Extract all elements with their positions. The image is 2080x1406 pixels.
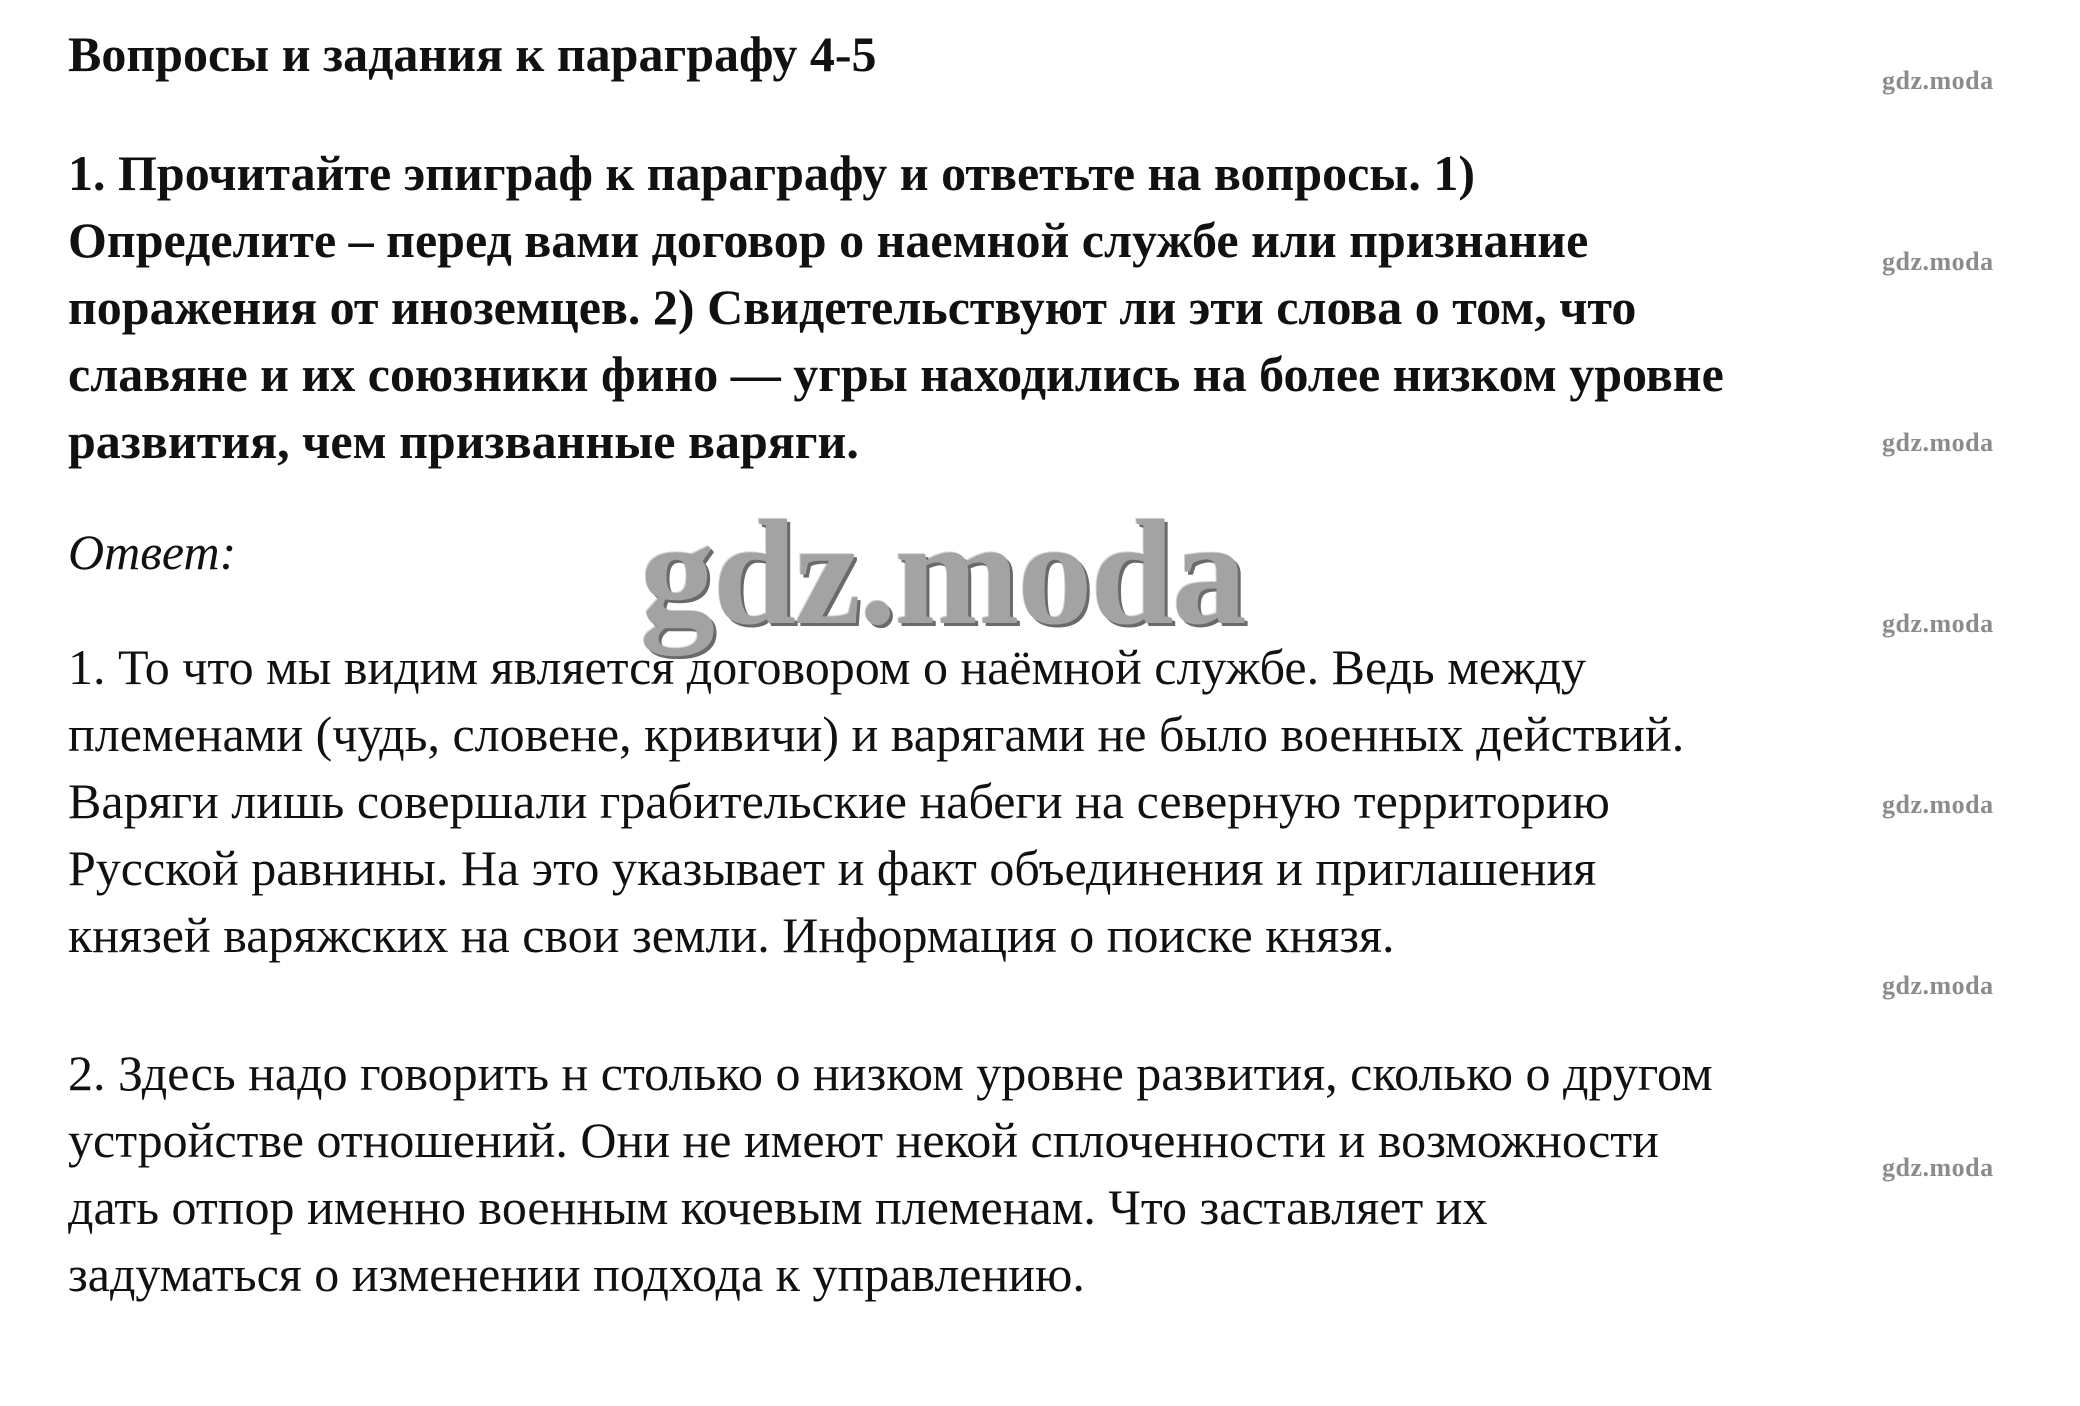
answer-line: устройстве отношений. Они не имеют некой сплоченности и возможности [68,1112,1659,1168]
answer-line: Русской равнины. На это указывает и факт объединения и приглашения [68,840,1597,896]
question-line: развития, чем призванные варяги. [68,413,859,469]
question-text [68,140,2028,475]
answer-line: Варяги лишь совершали грабительские набеги на северную территорию [68,773,1610,829]
question-line: Определите – перед вами договор о наемной службе или признание [68,212,1589,268]
answer-label: Ответ: [68,524,237,580]
question-line: славяне и их союзники фино — угры находились на более низком уровне [68,346,1724,402]
answer-line: племенами (чудь, словене, кривичи) и варягами не было военных действий. [68,706,1685,762]
watermark-small: gdz.moda [1882,971,1994,1000]
watermark-small: gdz.moda [1882,609,1994,638]
watermark-small: gdz.moda [1882,247,1994,276]
watermark-small: gdz.moda [1882,66,1994,95]
answer-paragraph-2 [68,1040,2028,1308]
watermark-small: gdz.moda [1882,428,1994,457]
answer-line: задуматься о изменении подхода к управлению. [68,1246,1085,1302]
watermark-small: gdz.moda [1882,1153,1994,1182]
page-heading: Вопросы и задания к параграфу 4-5 [68,26,877,82]
answer-line: 2. Здесь надо говорить н столько о низком уровне развития, сколько о другом [68,1045,1713,1101]
question-line: поражения от иноземцев. 2) Свидетельствуют ли эти слова о том, что [68,279,1637,335]
watermark-logo: gdz.moda [640,490,1245,656]
answer-line: дать отпор именно военным кочевым племенам. Что заставляет их [68,1179,1488,1235]
answer-line: князей варяжских на свои земли. Информация о поиске князя. [68,907,1395,963]
watermark-small: gdz.moda [1882,790,1994,819]
answer-line: 1. То что мы видим является договором о наёмной службе. Ведь между [68,639,1587,695]
question-line: 1. Прочитайте эпиграф к параграфу и ответьте на вопросы. 1) [68,145,1475,201]
answer-paragraph-1 [68,634,2028,969]
